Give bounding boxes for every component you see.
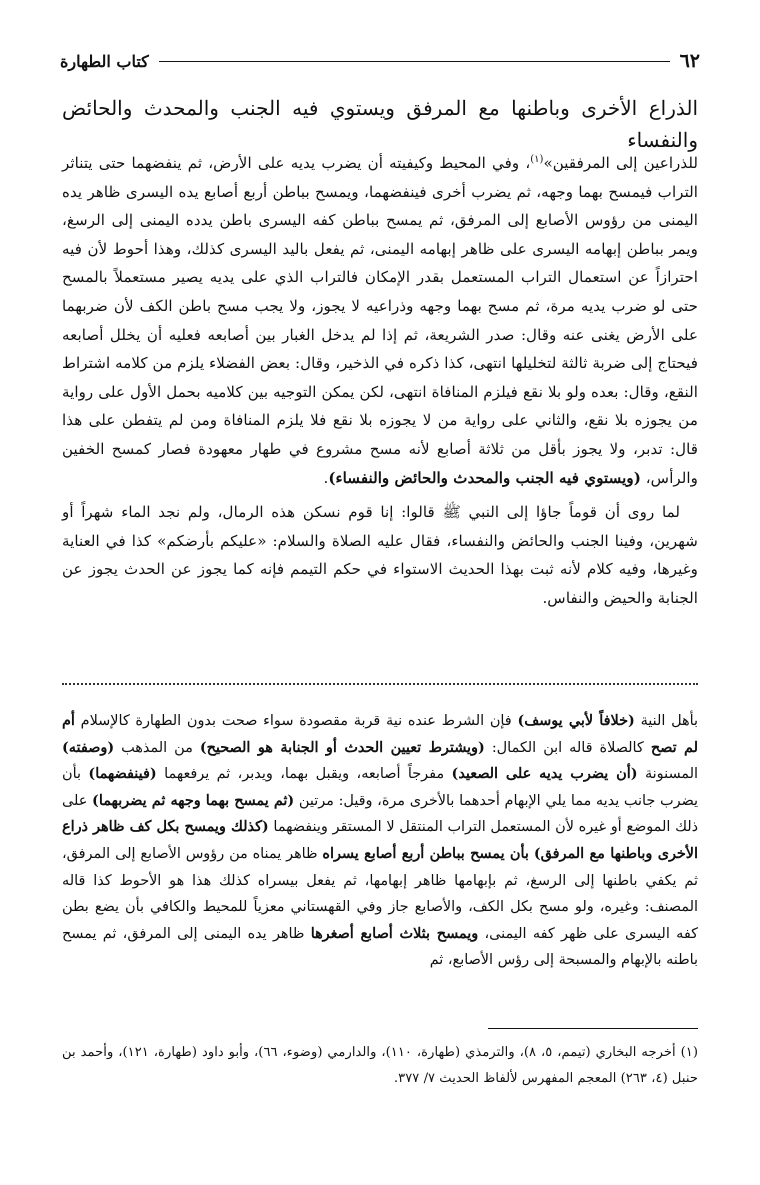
page-number: ٦٢	[679, 50, 700, 72]
main-text-heading-line: الذراع الأخرى وباطنها مع المرفق ويستوي فيه الجنب والمحدث والحائض والنفساء	[62, 96, 698, 152]
bold-quote: ويمسح بثلاث أصابع أصغرها	[310, 924, 479, 942]
footnote-separator	[488, 1028, 698, 1029]
bold-quote: (ويشترط تعيين الحدث أو الجنابة هو الصحيح)	[199, 738, 485, 756]
text-segment: .	[323, 468, 329, 487]
footnote-ref: (١)	[530, 154, 544, 165]
text-segment: مفرجاً أصابعه، ويقبل بهما، ويدبر، ثم يرفعهما	[156, 766, 452, 783]
text-segment: من المذهب	[114, 739, 200, 756]
text-segment: ظاهر يده اليمنى إلى المرفق، ثم يمسح باطنه بالإبهام والمسبحة إلى رؤس الأصابع، ثم	[62, 925, 698, 969]
page-header	[60, 46, 700, 76]
footnote-1: (١) أخرجه البخاري (تيمم، ٥، ٨)، والترمذي (طهارة، ١١٠)، والدارمي (وضوء، ٦٦)، وأبو داود (طهارة، ١٢١)، وأحمد بن حنبل (٤، ٢٦٣) المعجم المفهرس لألفاظ الحديث ٧/ ٣٧٧.	[62, 1045, 698, 1086]
text-segment: على ذلك الموضع أو غيره لأن المستعمل التراب المنتقل لا المستقر وينفضهما	[62, 792, 698, 836]
text-segment: المسنونة	[637, 766, 698, 783]
bold-quote: (ثم يمسح بهما وجهه ثم يضربهما)	[92, 791, 295, 809]
text-segment: بأن يضرب جانب يديه مما يلي الإبهام أحدهما بالأخرى مرة، وقيل: مرتين	[62, 766, 698, 809]
running-title: كتاب الطهارة	[60, 51, 149, 71]
main-paragraph-1	[62, 146, 698, 492]
main-paragraph-2: لما روى أن قوماً جاؤا إلى النبي ﷺ قالوا: إنا قوم نسكن هذه الرمال، ولم نجد الماء شهراً أو شهرين، وفينا الجنب والحائض والنفساء، فقال عليه الصلاة والسلام: «عليكم بأرضكم» كذا في العناية وغيرها، وفيه كلام لأنه ثبت بهذا الحديث الاستواء في حكم التيمم فإنه كما يجوز عن الحدث يجوز عن الجنابة والحيض والنفاس.	[62, 503, 698, 607]
bold-quote: (ويستوي فيه الجنب والمحدث والحائض والنفساء)	[328, 468, 641, 487]
text-segment: للذراعين إلى المرفقين»	[543, 154, 699, 173]
bold-quote: أم لم تصح	[62, 712, 699, 756]
text-segment: بأهل النية	[634, 713, 698, 729]
bold-quote: (فينفضهما)	[88, 765, 157, 783]
bold-quote: بأن يمسح بباطن أربع أصابع يسراه	[322, 844, 529, 862]
main-text	[62, 146, 698, 613]
text-segment: فإن الشرط عنده نية قربة مقصودة سواء صحت بدون الطهارة كالإسلام	[74, 713, 518, 729]
commentary-paragraph	[62, 708, 698, 974]
bold-quote: (كذلك ويمسح بكل كف ظاهر ذراع الأخرى وباطنها مع المرفق)	[62, 818, 698, 862]
bold-quote: (أن يضرب يديه على الصعيد)	[451, 765, 638, 783]
bold-quote: (خلافاً لأبي يوسف)	[517, 712, 635, 729]
text-segment: كالصلاة قاله ابن الكمال:	[484, 739, 651, 756]
text-segment: ، وفي المحيط وكيفيته أن يضرب يديه على الأرض، ثم ينفضهما حتى يتناثر التراب فيمسح بهما وجهه، ثم يضرب أخرى فينفضهما، ويمسح بباطن أربع أصابع يده اليسرى ظاهر يده اليمنى من رؤوس الأصابع إلى المرفق، ثم يمسح بباطن كفه اليسرى باطن يدده اليمنى إلى الرسغ، ويمر بباطن إبهامه اليسرى على ظاهر إبهامه اليمنى، ثم يفعل باليد اليسرى كذلك، وهذا أحوط لأن فيه احترازاً عن استعمال التراب المستعمل بقدر الإمكان فالتراب الذي على يديه يصير مستعملاً بالمسح حتى لو ضرب يديه مرة، ثم مسح بهما وجهه وذراعيه لا يجوز، ولا يجب مسح باطن الكف لأن ضربهما على الأرض يغنى عنه وقال: صدر الشريعة، ثم إذا لم يدخل الغبار بين أصابعه فعليه أن يخلل أصابعه فيحتاج إلى ضربة ثالثة لتخليلها انتهى، كذا ذكره في الذخير، وقال: بعض الفضلاء يلزم من كلامه اشتراط النقع، وقال: بعده ولو بلا نقع فيلزم المنافاة انتهى، لكن يمكن التوجيه بين كلاميه بحمل الأول على رواية من يجوزه بلا نقع، والثاني على رواية من لا يجوزه بلا نقع فلا يلزم المنافاة ومن لم يتفطن على هذا قال: تدبر، ولا يجوز بأقل من ثلاثة أصابع لأنه مسح مشروع في طهار معهودة فصار كمسح الخفين والرأس،	[62, 154, 698, 487]
dotted-separator	[62, 683, 698, 685]
footnotes	[62, 1040, 698, 1092]
header-rule	[159, 61, 670, 62]
bold-quote: (وصفته)	[62, 738, 115, 756]
commentary-text	[62, 708, 698, 974]
text-segment: ظاهر يمناه من رؤوس الأصابع إلى المرفق، ثم يكفي باطنها إلى الرسغ، ثم بإبهامها ظاهر إبهامها، ثم يفعل بيسراه كذلك هذا هو الأحوط كذا قاله المصنف: وغيره، ولو مسح بكل الكف، والأصابع جاز وفي القهستاني معزياً للمحيط والكافي بأن يضع بطن كفه اليسرى على ظهر كفه اليمنى،	[62, 845, 698, 942]
